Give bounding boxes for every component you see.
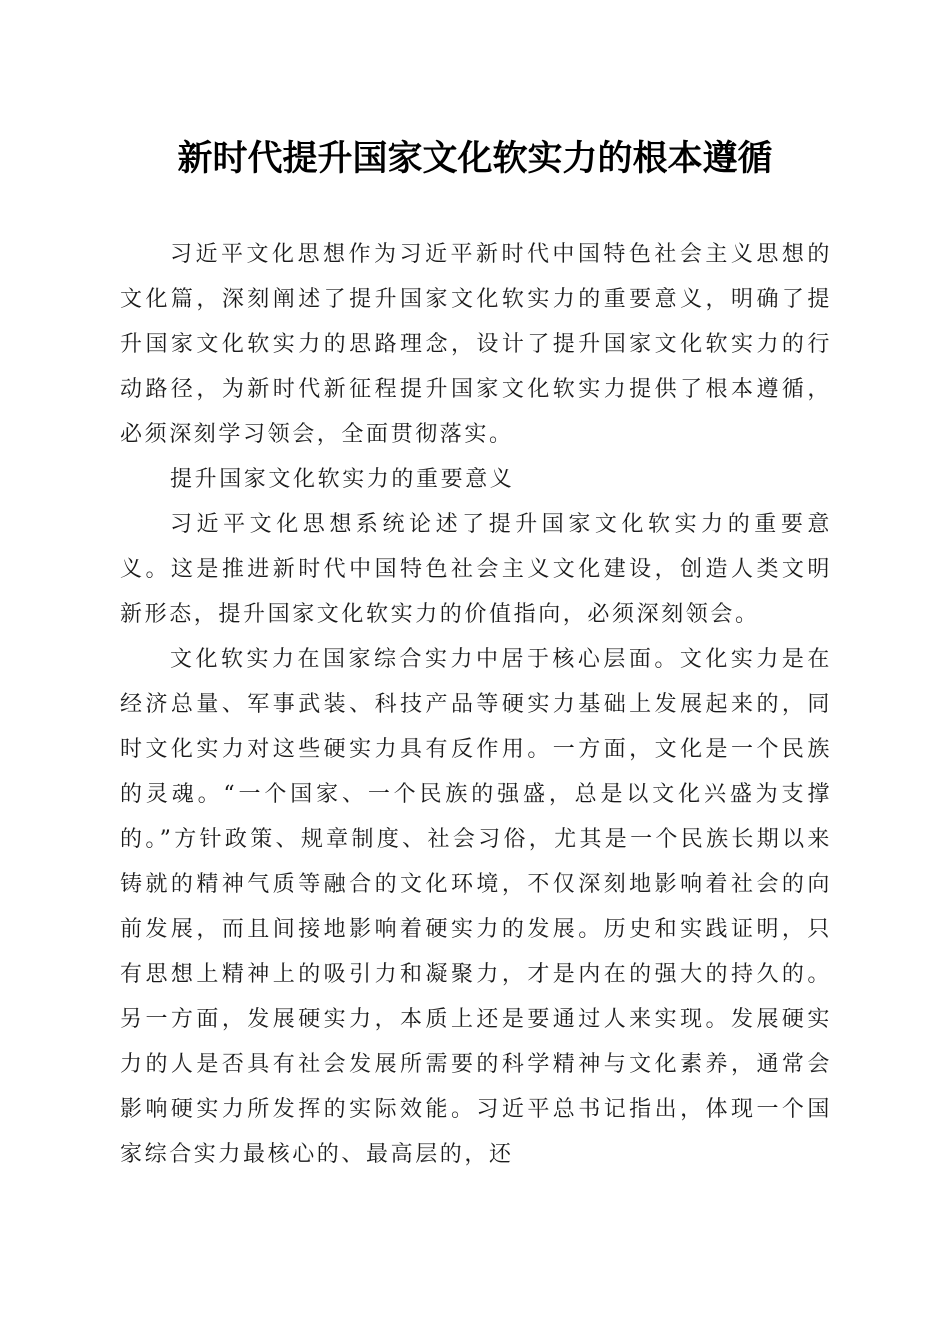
paragraph-significance: 习近平文化思想系统论述了提升国家文化软实力的重要意义。这是推进新时代中国特色社会主义文化建设，创造人类文明新形态，提升国家文化软实力的价值指向，必须深刻领会。 (120, 512, 832, 627)
paragraph-core-level: 文化软实力在国家综合实力中居于核心层面。文化实力是在经济总量、军事武装、科技产品等硬实力基础上发展起来的，同时文化实力对这些硬实力具有反作用。一方面，文化是一个民族的灵魂。“一个国家、一个民族的强盛，总是以文化兴盛为支撑的。”方针政策、规章制度、社会习俗，尤其是一个民族长期以来铸就的精神气质等融合的文化环境，不仅深刻地影响着社会的向前发展，而且间接地影响着硬实力的发展。历史和实践证明，只有思想上精神上的吸引力和凝聚力，才是内在的强大的持久的。另一方面，发展硬实力，本质上还是要通过人来实现。发展硬实力的人是否具有社会发展所需要的科学精神与文化素养，通常会影响硬实力所发挥的实际效能。习近平总书记指出，体现一个国家综合实力最核心的、最高层的，还 (120, 647, 832, 1167)
document-title: 新时代提升国家文化软实力的根本遵循 (177, 138, 773, 179)
section-heading: 提升国家文化软实力的重要意义 (170, 467, 515, 492)
document-body (120, 232, 832, 1177)
paragraph-intro: 习近平文化思想作为习近平新时代中国特色社会主义思想的文化篇，深刻阐述了提升国家文化软实力的重要意义，明确了提升国家文化软实力的思路理念，设计了提升国家文化软实力的行动路径，为新时代新征程提升国家文化软实力提供了根本遵循，必须深刻学习领会，全面贯彻落实。 (120, 242, 832, 447)
